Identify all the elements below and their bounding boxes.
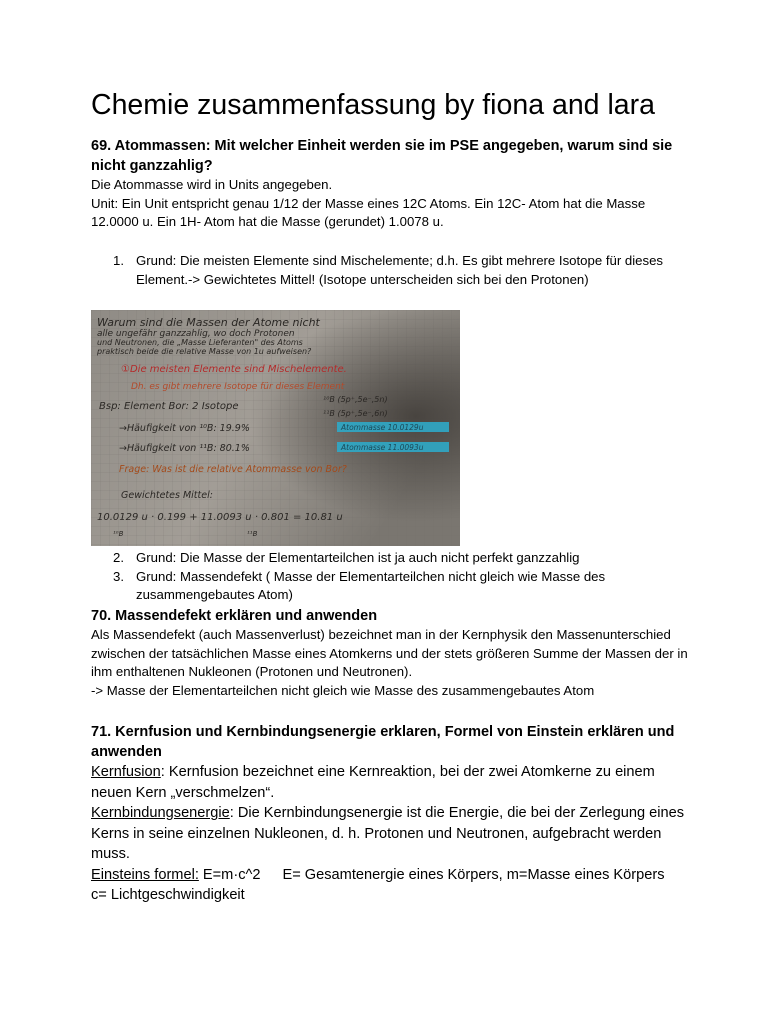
reason-list-1 [91,252,691,289]
einstein-term: Einsteins formel: [91,866,199,883]
einstein-paragraph [91,865,691,886]
section-70-text: Als Massendefekt (auch Massenverlust) bezeichnet man in der Kernphysik den Massenunterschied zwischen der tatsächlichen Masse eines Atomkerns und der stets größeren Summe der Massen der in ihm enthaltenen Nukleonen (Protonen und Neutronen). [91,627,688,679]
list-number: 1. [113,253,124,268]
reason-list-2 [91,549,691,605]
note-sub-1: ¹⁰B [113,530,124,538]
list-number: 2. [113,550,124,565]
note-line-3: und Neutronen, die „Masse Lieferanten" des Atoms [97,338,303,347]
note-line-4: praktisch beide die relative Masse von 1u aufweisen? [97,347,312,356]
list-item [91,252,691,289]
list-item [91,568,691,605]
list-item [91,549,691,568]
note-isotope-2: ¹¹B (5p⁺,5e⁻,6n) [323,409,388,418]
c-line: c= Lichtgeschwindigkeit [91,887,245,903]
notes-photo-svg [91,310,460,546]
list-number: 3. [113,568,124,584]
note-line-8: →Häufigkeit von ¹⁰B: 19.9% [119,423,250,434]
handwritten-notes-photo [91,310,460,546]
page-title: Chemie zusammenfassung by fiona and lara [91,89,655,121]
note-mark-9: Atommasse 11.0093u [341,443,424,452]
note-line-12: 10.0129 u · 0.199 + 11.0093 u · 0.801 = 10.81 u [97,512,343,523]
fusion-text: : Kernfusion bezeichnet eine Kernreaktion, bei der zwei Atomkerne zu einem neuen Kern „verschmelzen“. [91,764,655,801]
section-70-heading: 70. Massendefekt erklären und anwenden [91,608,378,624]
note-line-1: Warum sind die Massen der Atome nicht [97,316,320,329]
einstein-text: E= Gesamtenergie eines Körpers, m=Masse eines Körpers [282,866,665,883]
note-line-9: →Häufigkeit von ¹¹B: 80.1% [119,443,250,454]
section-69-heading: 69. Atommassen: Mit welcher Einheit werden sie im PSE angegeben, warum sind sie nicht ganzzahlig? [91,138,673,174]
section-69 [91,136,691,232]
fusion-paragraph [91,762,691,803]
list-text: Grund: Die Masse der Elementarteilchen ist ja auch nicht perfekt ganzzahlig [136,550,580,565]
note-line-7: Bsp: Element Bor: 2 Isotope [99,401,239,412]
binding-paragraph [91,803,691,865]
note-line-5: ①Die meisten Elemente sind Mischelemente. [121,364,347,375]
section-71 [91,722,691,906]
note-line-2: alle ungefähr ganzzahlig, wo doch Protonen [97,329,295,339]
section-70 [91,606,691,700]
list-text: Grund: Massendefekt ( Masse der Elementarteilchen nicht gleich wie Masse des zusammengebautes Atom) [136,568,606,602]
fusion-term: Kernfusion [91,764,161,780]
section-70-arrow: -> Masse der Elementarteilchen nicht gleich wie Masse des zusammengebautes Atom [91,682,595,698]
note-line-10: Frage: Was ist die relative Atommasse von Bor? [119,464,347,475]
section-69-line1: Die Atommasse wird in Units angegeben. [91,177,333,192]
note-sub-2: ¹¹B [247,530,258,538]
note-line-11: Gewichtetes Mittel: [121,490,213,501]
section-69-line2: Unit: Ein Unit entspricht genau 1/12 der Masse eines 12C Atoms. Ein 12C- Atom hat die Masse 12.0000 u. Ein 1H- Atom hat die Masse (gerundet) 1.0078 u. [91,195,646,229]
section-71-heading: 71. Kernfusion und Kernbindungsenergie erklaren, Formel von Einstein erklären und anwenden [91,724,675,760]
binding-text: : Die Kernbindungsenergie ist die Energie, die bei der Zerlegung eines Kerns in seine einzelnen Nukleonen, d. h. Protonen und Neutronen, aufgebracht werden muss. [91,805,685,862]
einstein-formula: E=m·c^2 [198,866,261,883]
note-isotope-1: ¹⁰B (5p⁺,5e⁻,5n) [323,395,388,404]
note-mark-8: Atommasse 10.0129u [341,423,424,432]
binding-term: Kernbindungsenergie [91,805,230,821]
list-text: Grund: Die meisten Elemente sind Mischelemente; d.h. Es gibt mehrere Isotope für dieses Element.-> Gewichtetes Mittel! (Isotope unterscheiden sich bei den Protonen) [136,253,664,287]
note-line-6: Dh. es gibt mehrere Isotope für dieses Element [131,382,345,392]
